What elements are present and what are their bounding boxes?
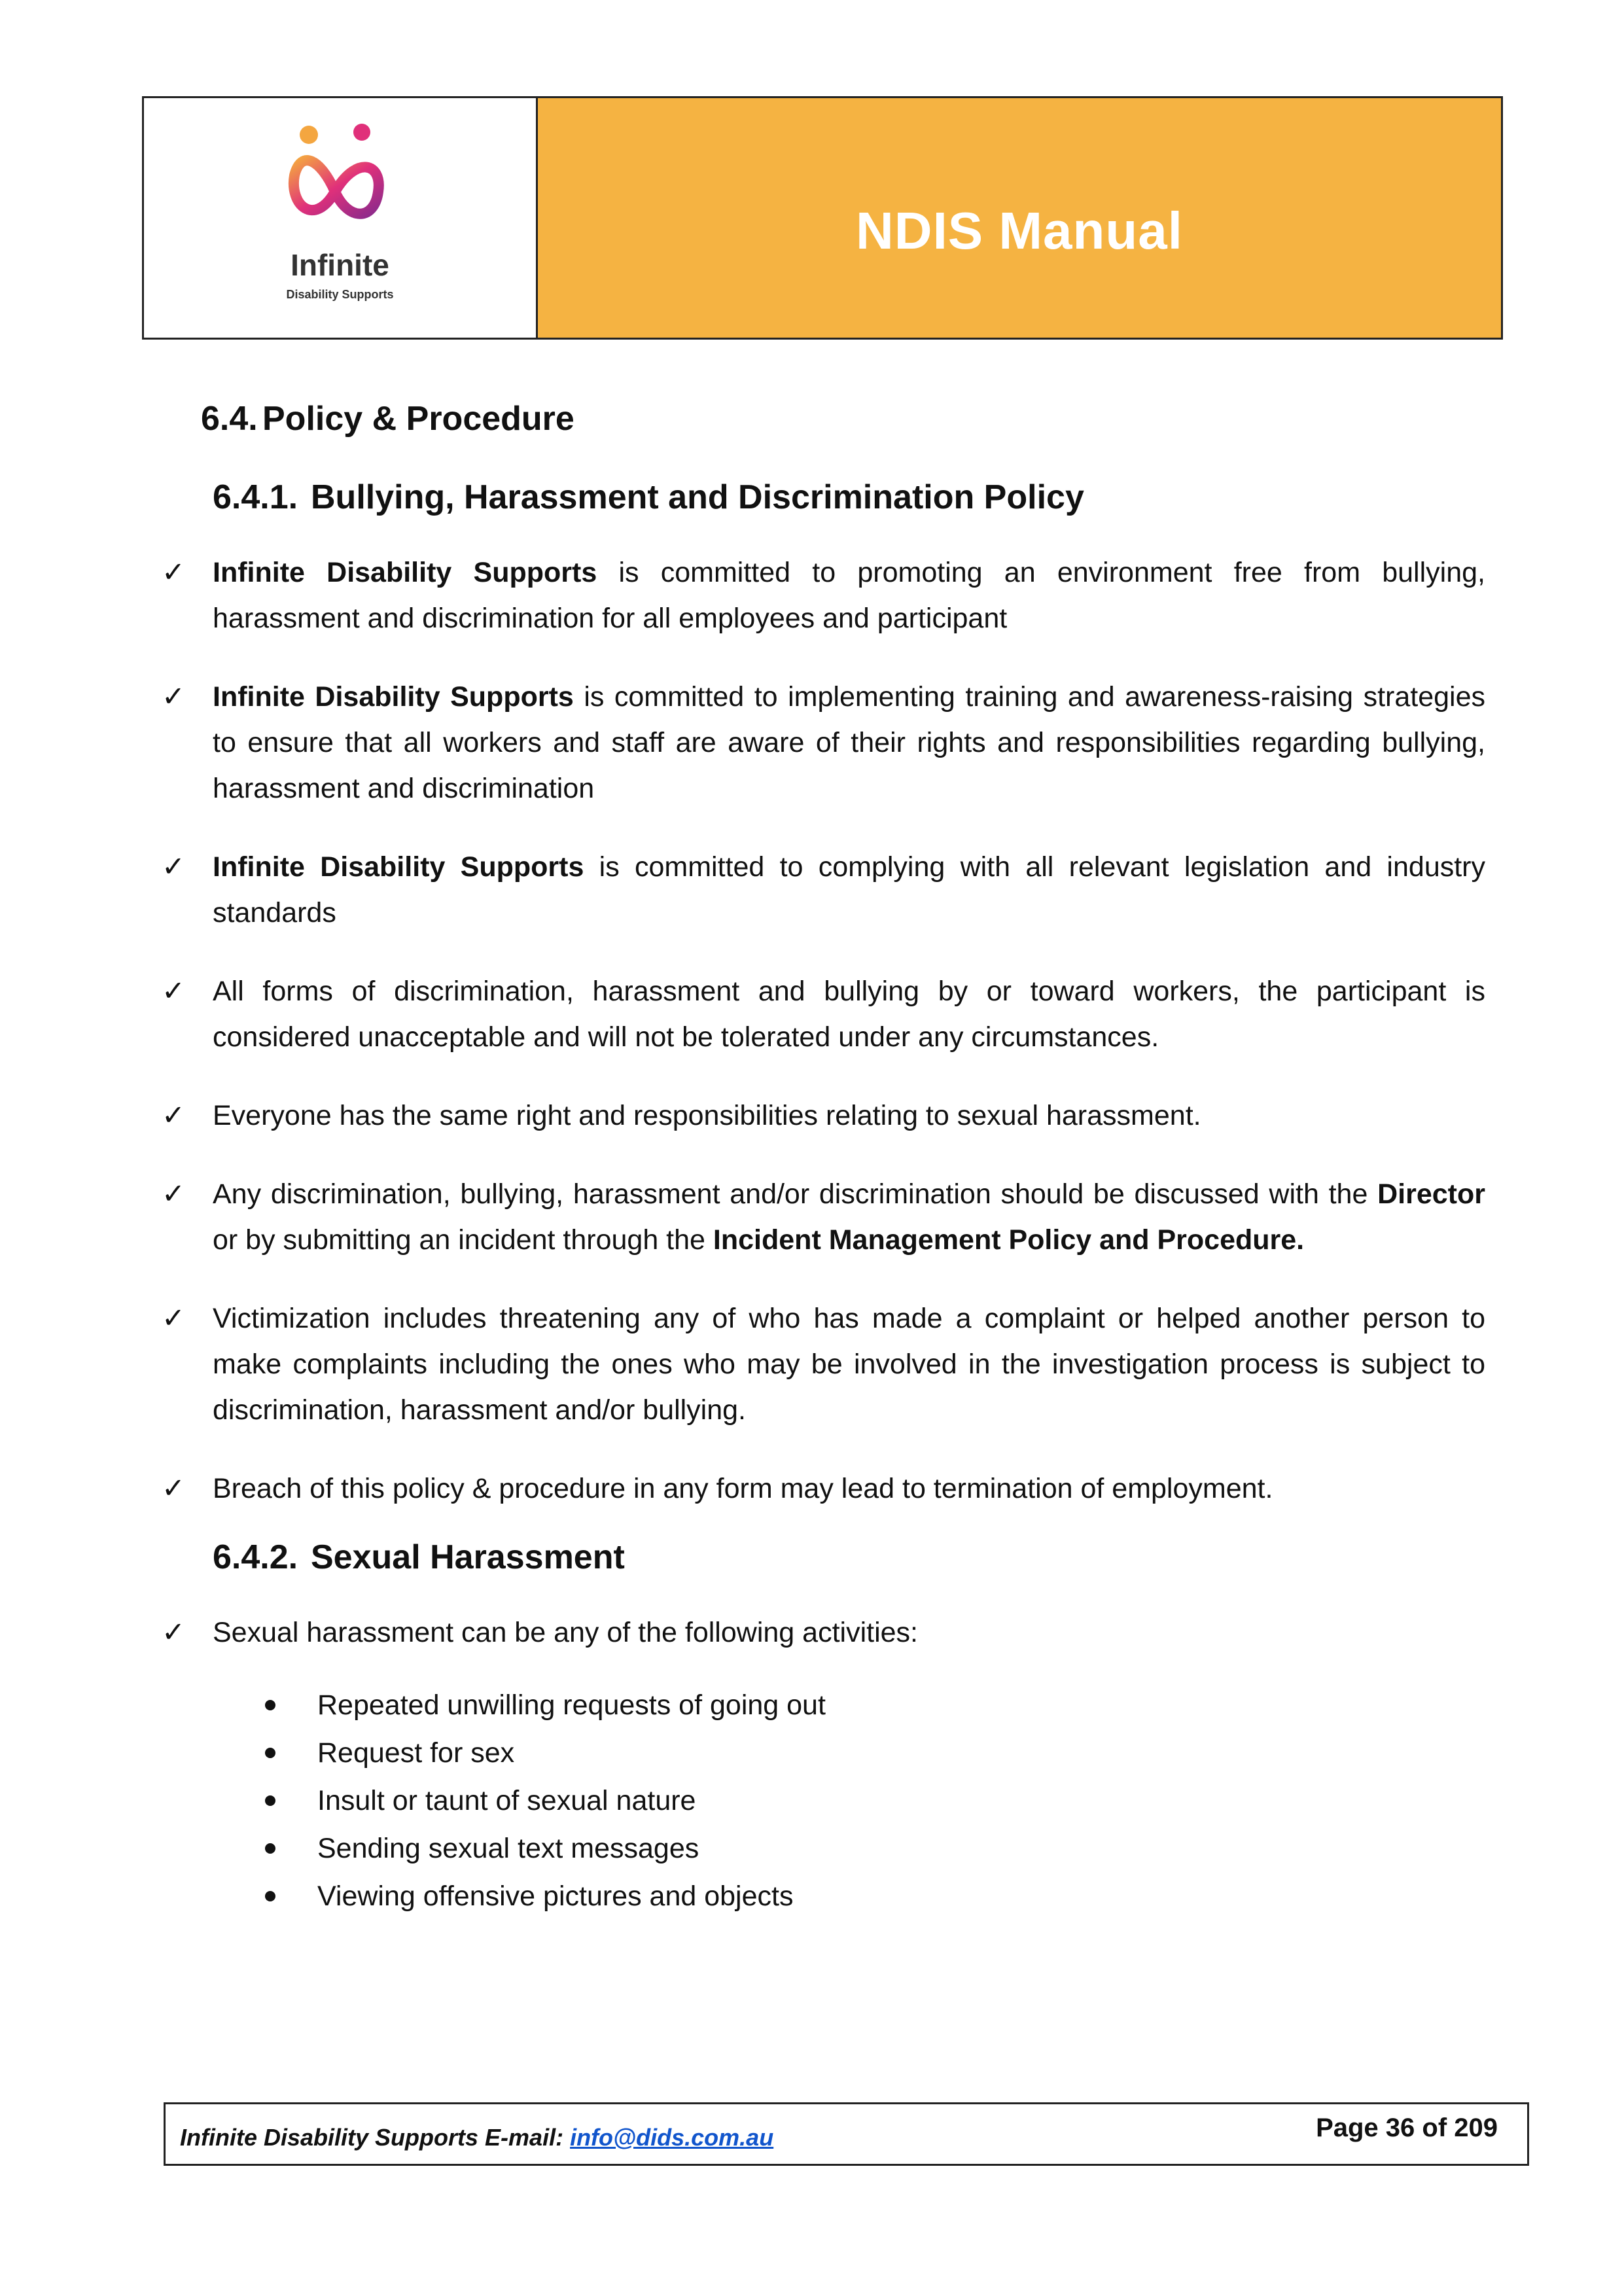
checkmark-icon: ✓: [162, 975, 186, 1008]
item-text: is committed to complying with all relevant legislation and industry standards: [213, 851, 1485, 928]
incident-policy-label: Incident Management Policy and Procedure.: [713, 1224, 1305, 1256]
list-item: [160, 968, 1485, 1060]
company-name: Infinite Disability Supports: [213, 557, 597, 588]
item-text: is committed to promoting an environment free from bullying, harassment and discrimination for all employees and participant: [213, 557, 1485, 634]
item-text: is committed to implementing training and awareness-raising strategies to ensure that all workers and staff are aware of their rights and responsibilities regarding bullying, harassment and discrimination: [213, 681, 1485, 804]
checkmark-icon: ✓: [162, 1178, 186, 1210]
bullet-text: Insult or taunt of sexual nature: [317, 1785, 696, 1816]
checkmark-icon: ✓: [162, 1472, 186, 1505]
checkmark-icon: ✓: [162, 1616, 186, 1649]
logo-dot-right: [353, 124, 370, 141]
footer-company: [180, 2124, 773, 2151]
page-content: [160, 399, 1485, 1920]
subsection-number: 6.4.1.: [213, 478, 298, 516]
section-number: 6.4.: [201, 400, 258, 438]
page-footer: [164, 2102, 1529, 2166]
subsection-title: Bullying, Harassment and Discrimination Policy: [311, 478, 1084, 516]
subsection-title: Sexual Harassment: [311, 1538, 625, 1576]
bullet-icon: [265, 1795, 275, 1806]
list-item: [160, 674, 1485, 811]
item-text: or by submitting an incident through the: [213, 1224, 713, 1256]
logo-dot-left: [300, 126, 318, 144]
checkmark-icon: ✓: [162, 1099, 186, 1132]
bullet-text: Sending sexual text messages: [317, 1833, 699, 1864]
page-header: [142, 96, 1503, 340]
list-item: [265, 1777, 1436, 1825]
list-item: [265, 1729, 1436, 1777]
director-label: Director: [1377, 1178, 1485, 1210]
logo-wordmark: Infinite: [291, 248, 389, 282]
bullet-icon: [265, 1891, 275, 1901]
company-name: Infinite Disability Supports: [213, 681, 574, 713]
company-logo: [275, 123, 406, 254]
page-number: Page 36 of 209: [1316, 2113, 1498, 2142]
checkmark-icon: ✓: [162, 556, 186, 589]
list-item: [160, 1466, 1485, 1511]
item-text: Everyone has the same right and responsibilities relating to sexual harassment.: [213, 1100, 1201, 1131]
item-text: Any discrimination, bullying, harassment and/or discrimination should be discussed with the: [213, 1178, 1378, 1210]
harassment-activities-list: [265, 1682, 1436, 1920]
harassment-checklist: [160, 1610, 1436, 1655]
item-text: All forms of discrimination, harassment and bullying by or toward workers, the participant is considered unacceptable and will not be tolerated under any circumstances.: [213, 976, 1485, 1053]
document-title: NDIS Manual: [856, 202, 1183, 260]
bullet-icon: [265, 1700, 275, 1710]
list-item: [160, 550, 1485, 641]
list-item: [160, 1296, 1485, 1433]
list-item: [265, 1825, 1436, 1873]
bullet-icon: [265, 1843, 275, 1854]
list-item: [160, 1610, 1485, 1655]
company-name: Infinite Disability Supports: [213, 851, 584, 883]
logo-cell: [144, 98, 538, 338]
checkmark-icon: ✓: [162, 1302, 186, 1335]
item-text: Breach of this policy & procedure in any form may lead to termination of employment.: [213, 1473, 1273, 1504]
logo-infinity-shape: [294, 160, 379, 214]
subsection-number: 6.4.2.: [213, 1538, 298, 1576]
section-title: Policy & Procedure: [262, 400, 574, 438]
bullet-icon: [265, 1748, 275, 1758]
title-cell: [538, 98, 1501, 338]
list-item: [265, 1682, 1436, 1729]
checkmark-icon: ✓: [162, 680, 186, 713]
bullet-text: Request for sex: [317, 1737, 515, 1769]
item-text: Victimization includes threatening any of who has made a complaint or helped another person to make complaints including the ones who may be involved in the investigation process is subject to discrimination, harassment and/or bullying.: [213, 1303, 1485, 1426]
policy-checklist: [160, 550, 1485, 1511]
list-item: [160, 1093, 1485, 1139]
subsection-heading-bullying: [213, 478, 1436, 517]
section-heading: [201, 399, 1436, 438]
bullet-text: Viewing offensive pictures and objects: [317, 1881, 794, 1912]
bullet-text: Repeated unwilling requests of going out: [317, 1689, 826, 1721]
item-text: Sexual harassment can be any of the following activities:: [213, 1617, 918, 1648]
list-item: [160, 1171, 1485, 1263]
subsection-heading-sexual-harassment: [213, 1538, 1436, 1577]
logo-tagline: Disability Supports: [286, 288, 394, 301]
footer-email-link[interactable]: info@dids.com.au: [570, 2124, 774, 2151]
list-item: [265, 1873, 1436, 1920]
checkmark-icon: ✓: [162, 851, 186, 883]
footer-company-label: Infinite Disability Supports E-mail:: [180, 2124, 571, 2151]
list-item: [160, 844, 1485, 936]
